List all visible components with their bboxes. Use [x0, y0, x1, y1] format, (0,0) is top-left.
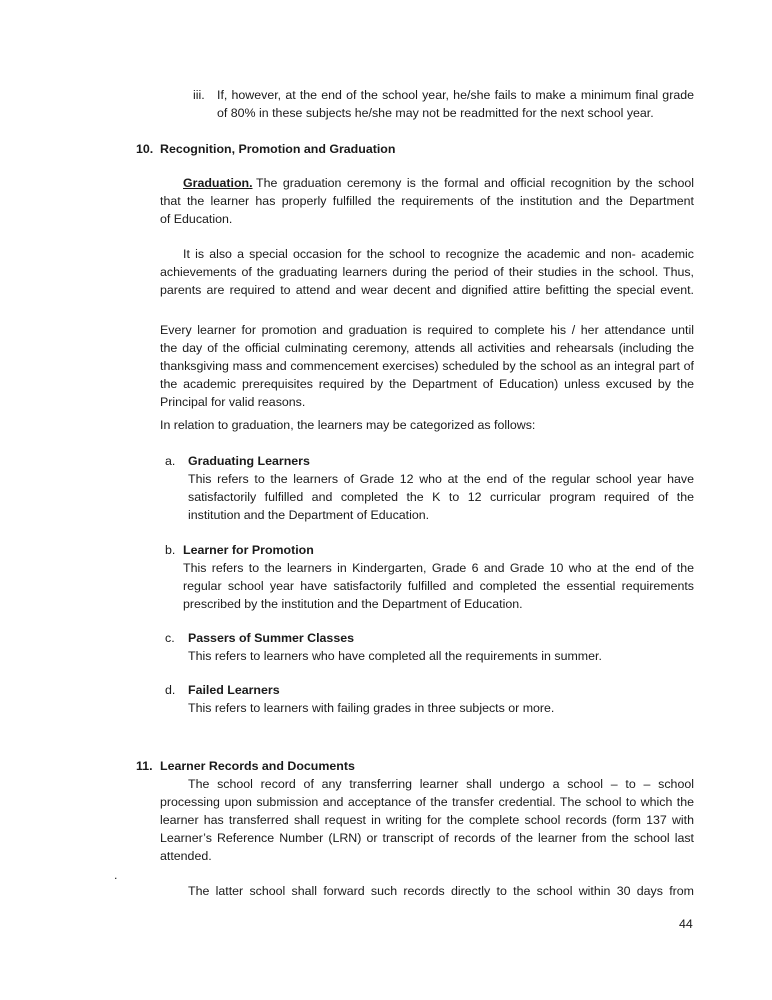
attendance-para-line-4: the academic prerequisites required by the Department of Education) unless excused by the	[160, 377, 694, 391]
category-c-marker: c.	[165, 631, 175, 645]
records-para-line-2: processing upon submission and acceptance of the transfer credential. The school to which the	[160, 795, 694, 809]
categorized-intro: In relation to graduation, the learners may be categorized as follows:	[160, 418, 536, 432]
records-para-line-4: Learner’s Reference Number (LRN) or transcript of records of the learner from the school last	[160, 831, 694, 845]
category-b-marker: b.	[165, 543, 176, 557]
graduation-label: Graduation.	[183, 176, 253, 190]
category-d-title: Failed Learners	[188, 683, 280, 697]
category-a-line-3: institution and the Department of Education.	[188, 508, 430, 522]
list-marker-iii: iii.	[193, 88, 205, 102]
category-d-line-1: This refers to learners with failing grades in three subjects or more.	[188, 701, 555, 715]
section-10-title: Recognition, Promotion and Graduation	[160, 142, 396, 156]
category-b-line-2: regular school year have satisfactorily fulfilled and completed the essential requirements	[183, 579, 694, 593]
occasion-para-line-1: It is also a special occasion for the school to recognize the academic and non- academic	[183, 247, 694, 261]
page-number: 44	[679, 917, 693, 931]
category-a-line-2: satisfactorily fulfilled and completed the K to 12 curricular program required of the	[188, 490, 694, 504]
records-para-line-1: The school record of any transferring learner shall undergo a school – to – school	[188, 777, 694, 791]
category-b-line-1: This refers to the learners in Kindergarten, Grade 6 and Grade 10 who at the end of the	[183, 561, 694, 575]
category-d-marker: d.	[165, 683, 176, 697]
attendance-para-line-2: the day of the official culminating ceremony, attends all activities and rehearsals (including the	[160, 341, 694, 355]
records-para-line-3: learner has transferred shall request in writing for the complete school records (form 137 with	[160, 813, 694, 827]
attendance-para-line-1: Every learner for promotion and graduation is required to complete his / her attendance until	[160, 323, 694, 337]
graduation-para-line-2: that the learner has properly fulfilled the requirements of the institution and the Department	[160, 194, 694, 208]
section-11-title: Learner Records and Documents	[160, 759, 355, 773]
records-para-line-5: attended.	[160, 849, 212, 863]
attendance-para-line-5: Principal for valid reasons.	[160, 395, 306, 409]
category-c-line-1: This refers to learners who have completed all the requirements in summer.	[188, 649, 602, 663]
forward-records-line-1: The latter school shall forward such records directly to the school within 30 days from	[188, 884, 694, 898]
category-c-title: Passers of Summer Classes	[188, 631, 354, 645]
item-iii-line-1: If, however, at the end of the school year, he/she fails to make a minimum final grade	[217, 88, 694, 102]
category-a-marker: a.	[165, 454, 176, 468]
category-b-title: Learner for Promotion	[183, 543, 314, 557]
section-10-number: 10.	[136, 142, 154, 156]
occasion-para-line-3: parents are required to attend and wear decent and dignified attire befitting the special event.	[160, 283, 694, 297]
graduation-para-line-1: The graduation ceremony is the formal and official recognition by the school	[256, 176, 694, 190]
category-b-line-3: prescribed by the institution and the Department of Education.	[183, 597, 523, 611]
graduation-para-line-3: of Education.	[160, 212, 233, 226]
attendance-para-line-3: thanksgiving mass and commencement exercises) scheduled by the school as an integral part of	[160, 359, 694, 373]
section-11-number: 11.	[136, 759, 153, 773]
occasion-para-line-2: achievements of the graduating learners during the period of their studies in the school. Thus,	[160, 265, 694, 279]
stray-mark: .	[114, 868, 118, 882]
item-iii-line-2: of 80% in these subjects he/she may not be readmitted for the next school year.	[217, 106, 654, 120]
category-a-line-1: This refers to the learners of Grade 12 who at the end of the regular school year have	[188, 472, 694, 486]
category-a-title: Graduating Learners	[188, 454, 310, 468]
